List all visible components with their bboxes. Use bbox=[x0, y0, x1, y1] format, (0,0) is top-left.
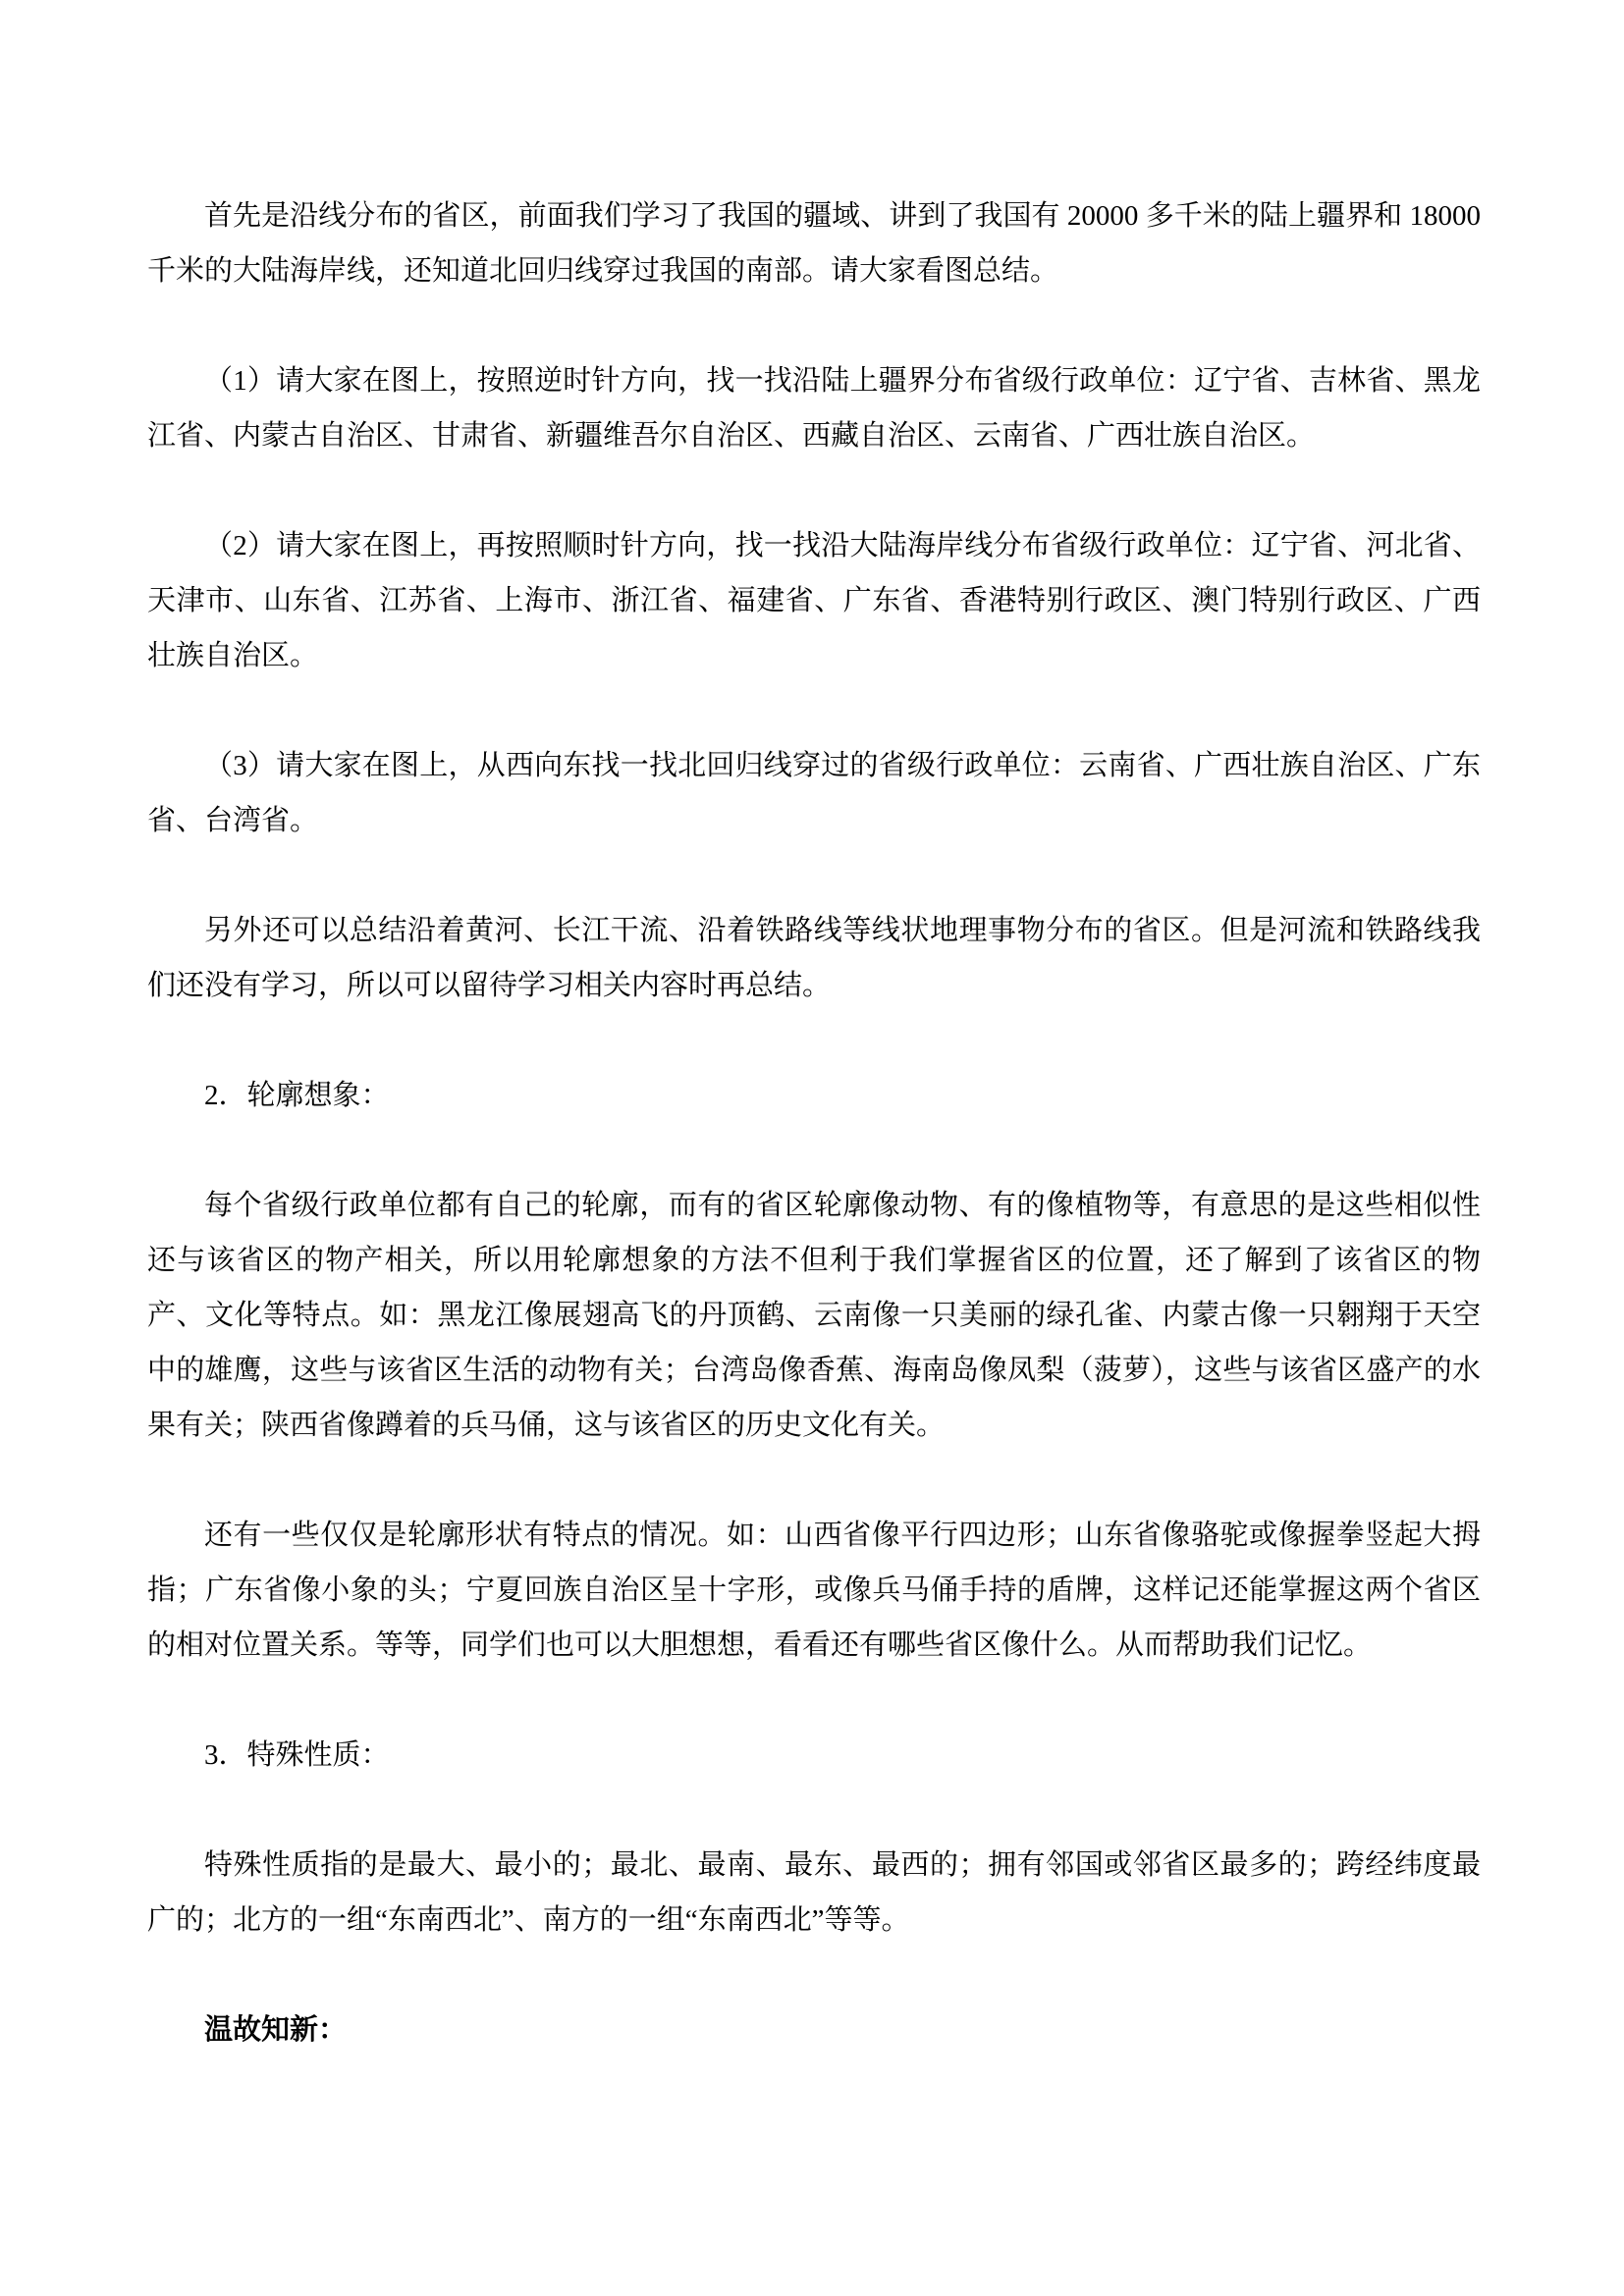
paragraph-outline-shape-examples: 还有一些仅仅是轮廓形状有特点的情况。如：山西省像平行四边形；山东省像骆驼或像握拳竖起大拇指；广东省像小象的头；宁夏回族自治区呈十字形，或像兵马俑手持的盾牌，这样记还能掌握这两个省区的相对位置关系。等等，同学们也可以大胆想想，看看还有哪些省区像什么。从而帮助我们记忆。 bbox=[147, 1520, 1481, 1661]
paragraph-coastline-provinces: （2）请大家在图上，再按照顺时针方向，找一找沿大陆海岸线分布省级行政单位：辽宁省、河北省、天津市、山东省、江苏省、上海市、浙江省、福建省、广东省、香港特别行政区、澳门特别行政区、广西壮族自治区。 bbox=[147, 530, 1481, 671]
paragraph-land-border-provinces: （1）请大家在图上，按照逆时针方向，找一找沿陆上疆界分布省级行政单位：辽宁省、吉林省、黑龙江省、内蒙古自治区、甘肃省、新疆维吾尔自治区、西藏自治区、云南省、广西壮族自治区。 bbox=[147, 365, 1481, 452]
section-heading-outline-imagination: 2．轮廓想象： bbox=[204, 1080, 390, 1111]
section-heading-special-properties: 3．特殊性质： bbox=[204, 1739, 390, 1771]
paragraph-outline-imagination-detail: 每个省级行政单位都有自己的轮廓，而有的省区轮廓像动物、有的像植物等，有意思的是这些相似性还与该省区的物产相关，所以用轮廓想象的方法不但利于我们掌握省区的位置，还了解到了该省区的物产、文化等特点。如：黑龙江像展翅高飞的丹顶鹤、云南像一只美丽的绿孔雀、内蒙古像一只翱翔于天空中的雄鹰，这些与该省区生活的动物有关；台湾岛像香蕉、海南岛像凤梨（菠萝），这些与该省区盛产的水果有关；陕西省像蹲着的兵马俑，这与该省区的历史文化有关。 bbox=[147, 1190, 1481, 1441]
paragraph-border-provinces-intro: 首先是沿线分布的省区，前面我们学习了我国的疆域、讲到了我国有 20000 多千米的陆上疆界和 18000 千米的大陆海岸线，还知道北回归线穿过我国的南部。请大家看图总结。 bbox=[147, 200, 1481, 287]
paragraph-tropic-of-cancer-provinces: （3）请大家在图上，从西向东找一找北回归线穿过的省级行政单位：云南省、广西壮族自治区、广东省、台湾省。 bbox=[147, 750, 1481, 836]
heading-review-old-learn-new: 温故知新： bbox=[204, 2014, 348, 2046]
paragraph-special-properties-detail: 特殊性质指的是最大、最小的；最北、最南、最东、最西的；拥有邻国或邻省区最多的；跨经纬度最广的；北方的一组“东南西北”、南方的一组“东南西北”等等。 bbox=[147, 1849, 1481, 1936]
paragraph-rivers-railways-note: 另外还可以总结沿着黄河、长江干流、沿着铁路线等线状地理事物分布的省区。但是河流和铁路线我们还没有学习，所以可以留待学习相关内容时再总结。 bbox=[147, 915, 1481, 1001]
